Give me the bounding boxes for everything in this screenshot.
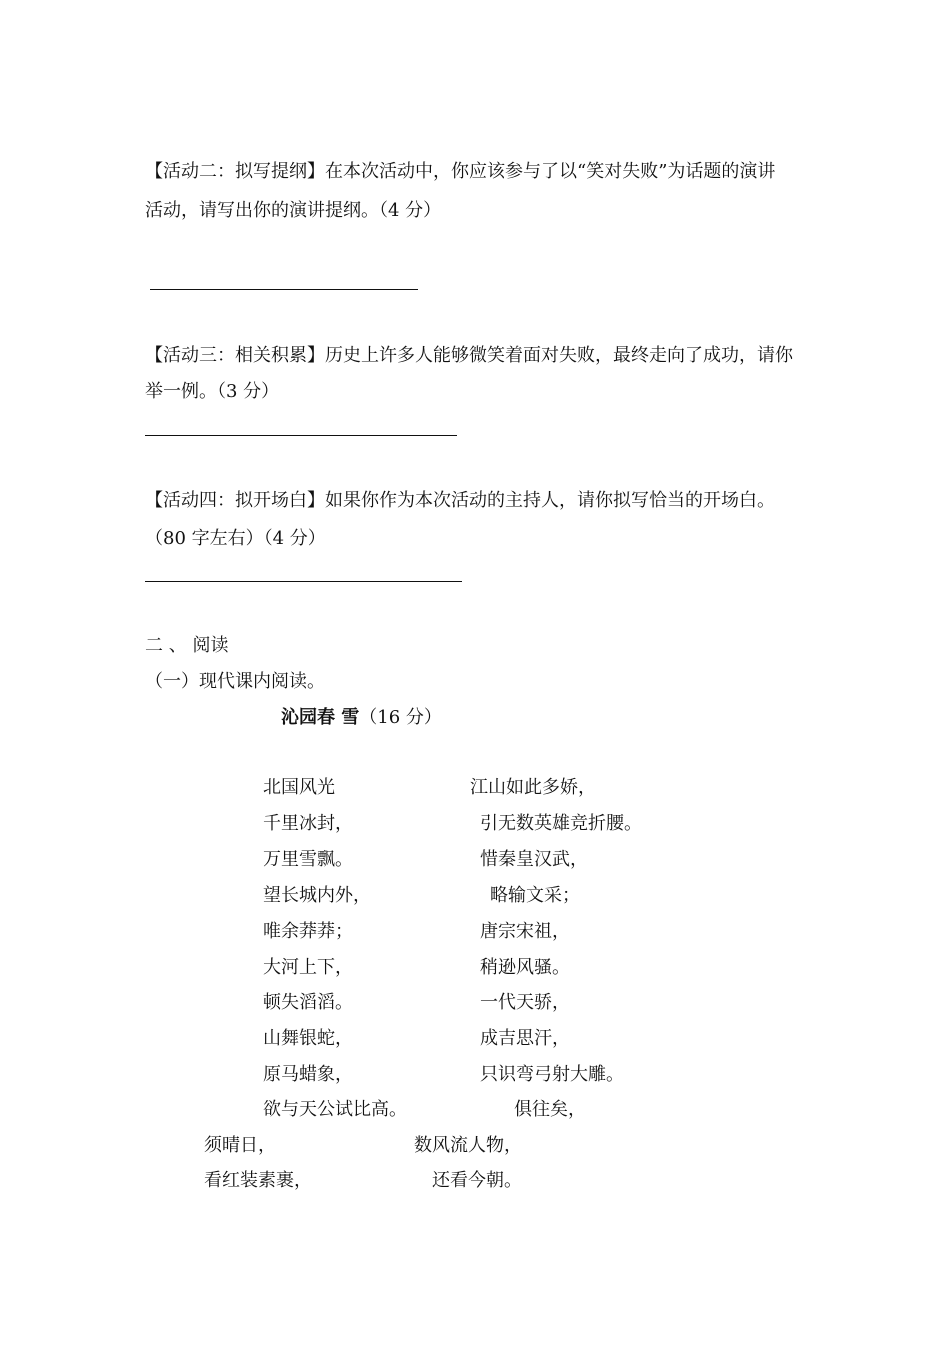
poem-left-line: 万里雪飘。 [263, 849, 353, 870]
activity4-line2: （80 字左右）（4 分） [145, 528, 326, 549]
poem-left-line: 北国风光 [263, 777, 335, 798]
poem-right-line: 只识弯弓射大雕。 [480, 1064, 624, 1085]
poem-right-line: 一代天骄， [480, 992, 570, 1013]
poem-right-line: 引无数英雄竞折腰。 [480, 813, 642, 834]
poem-left-line: 顿失滔滔。 [263, 992, 353, 1013]
poem-right-line: 俱往矣， [514, 1099, 586, 1120]
answer-line-activity3[interactable] [145, 435, 457, 436]
poem-left-line: 千里冰封， [263, 813, 353, 834]
poem-left-line: 山舞银蛇， [263, 1028, 353, 1049]
activity3-line2: 举一例。（3 分） [145, 381, 280, 402]
activity2-line1: 【活动二：拟写提纲】在本次活动中，你应该参与了以“笑对失败”为话题的演讲 [145, 161, 776, 182]
poem-title: 沁园春 雪 [281, 707, 360, 728]
answer-line-activity2[interactable] [150, 289, 418, 290]
poem-right-line: 略输文采； [490, 885, 580, 906]
poem-left-line: 大河上下， [263, 957, 353, 978]
activity4-line1: 【活动四：拟开场白】如果你作为本次活动的主持人，请你拟写恰当的开场白。 [145, 490, 775, 511]
section-heading: 二 、 阅读 [145, 635, 229, 656]
poem-right-line: 惜秦皇汉武， [480, 849, 588, 870]
poem-right-line: 江山如此多娇， [470, 777, 596, 798]
poem-left-line: 唯余莽莽； [263, 921, 353, 942]
poem-right-line: 成吉思汗， [480, 1028, 570, 1049]
poem-left-line: 望长城内外， [263, 885, 371, 906]
answer-line-activity4[interactable] [145, 581, 462, 582]
poem-right-line: 稍逊风骚。 [480, 957, 570, 978]
poem-tail-left-line: 须晴日， [204, 1135, 276, 1156]
poem-tail-right-line: 数风流人物， [414, 1135, 522, 1156]
poem-title-row [281, 706, 442, 730]
poem-tail-left-line: 看红装素裹， [204, 1170, 312, 1191]
poem-tail-right-line: 还看今朝。 [432, 1170, 522, 1191]
poem-right-line: 唐宗宋祖， [480, 921, 570, 942]
section-subheading: （一）现代课内阅读。 [145, 671, 325, 692]
activity3-line1: 【活动三：相关积累】历史上许多人能够微笑着面对失败，最终走向了成功，请你 [145, 345, 793, 366]
activity2-line2: 活动，请写出你的演讲提纲。（4 分） [145, 200, 442, 221]
poem-left-line: 欲与天公试比高。 [263, 1099, 407, 1120]
poem-left-line: 原马蜡象， [263, 1064, 353, 1085]
poem-score: （16 分） [359, 707, 442, 728]
